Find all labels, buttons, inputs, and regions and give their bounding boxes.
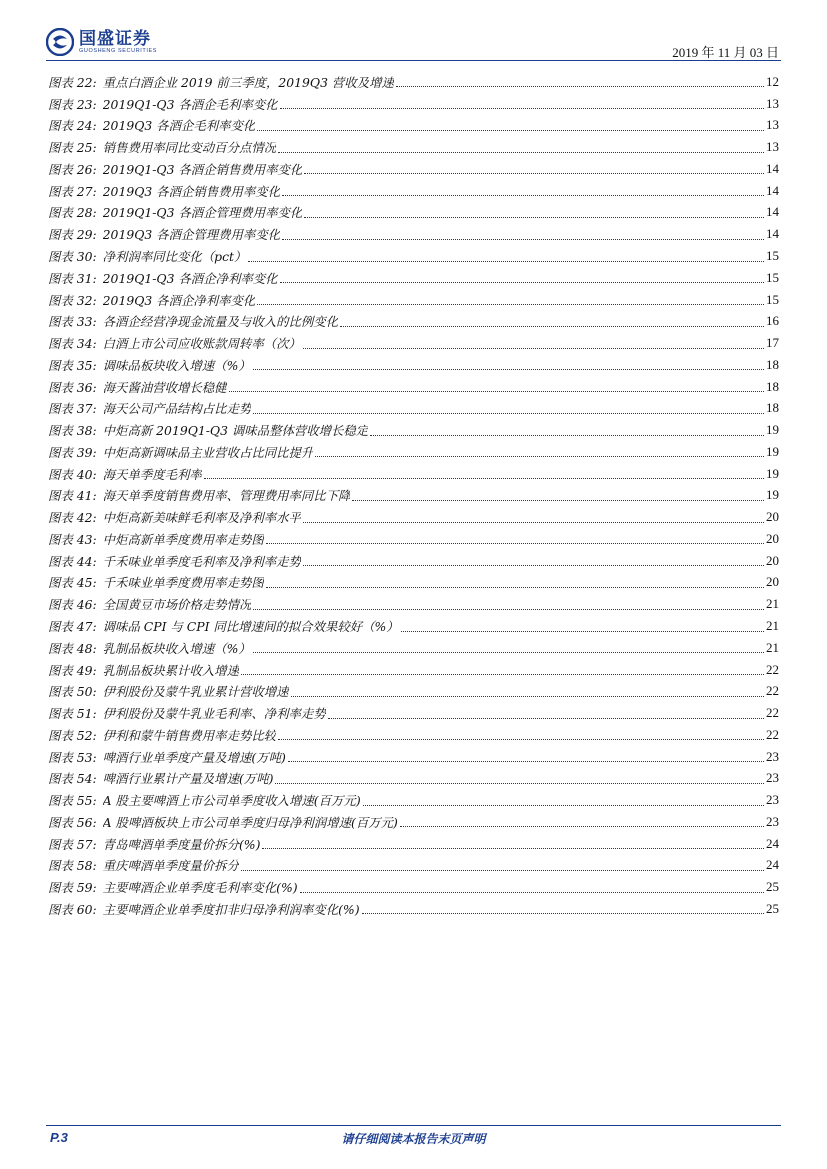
toc-entry-page: 24	[766, 857, 779, 873]
toc-entry[interactable]	[48, 528, 779, 550]
toc-entry-label: 图表 51:	[48, 706, 97, 722]
toc-entry-page: 21	[766, 639, 779, 655]
toc-entry[interactable]	[48, 615, 779, 637]
toc-entry-label: 图表 46:	[48, 597, 97, 613]
toc-leader-dots	[352, 492, 764, 501]
toc-entry-page: 17	[766, 335, 779, 351]
toc-entry[interactable]	[48, 202, 779, 224]
toc-entry-label: 图表 42:	[48, 510, 97, 526]
toc-entry-title: 乳制品板块收入增速（%）	[102, 640, 251, 656]
toc-entry-page: 21	[766, 596, 779, 612]
toc-leader-dots	[304, 165, 764, 174]
toc-entry-title: 主要啤酒企业单季度毛利率变化(%)	[102, 880, 298, 896]
toc-leader-dots	[304, 209, 764, 218]
toc-entry-title: 啤酒行业单季度产量及增速(万吨)	[102, 749, 286, 765]
logo-name-cn: 国盛证券	[79, 28, 151, 49]
toc-entry-title: 重庆啤酒单季度量价拆分	[102, 858, 239, 874]
toc-entry-label: 图表 45:	[48, 575, 97, 591]
toc-entry-page: 14	[766, 182, 779, 198]
figure-list	[48, 71, 779, 920]
toc-entry[interactable]	[48, 332, 779, 354]
toc-entry-title: 2019Q1-Q3 各酒企销售费用率变化	[102, 161, 303, 177]
toc-entry[interactable]	[48, 397, 779, 419]
toc-entry-label: 图表 52:	[48, 727, 97, 743]
toc-leader-dots	[278, 731, 764, 740]
toc-entry-page: 23	[766, 770, 779, 786]
page-header	[0, 0, 827, 70]
toc-leader-dots	[328, 710, 764, 719]
footer-divider	[46, 1125, 781, 1126]
toc-entry[interactable]	[48, 637, 779, 659]
toc-entry[interactable]	[48, 463, 779, 485]
toc-entry-label: 图表 24:	[48, 118, 97, 134]
toc-leader-dots	[262, 840, 764, 849]
toc-entry-label: 图表 37:	[48, 401, 97, 417]
toc-entry-title: 中炬高新调味品主业营收占比同比提升	[102, 444, 314, 460]
toc-entry-page: 19	[766, 443, 779, 459]
toc-entry[interactable]	[48, 310, 779, 332]
toc-leader-dots	[253, 644, 764, 653]
toc-entry-page: 21	[766, 618, 779, 634]
toc-entry-label: 图表 22:	[48, 74, 97, 90]
toc-entry-page: 20	[766, 509, 779, 525]
toc-entry-page: 13	[766, 117, 779, 133]
logo-mark-icon	[46, 28, 74, 56]
page-number: P.3	[50, 1130, 68, 1145]
toc-entry-page: 20	[766, 574, 779, 590]
toc-entry-page: 18	[766, 378, 779, 394]
toc-entry-title: 净利润率同比变化（pct）	[102, 249, 247, 264]
toc-leader-dots	[363, 797, 764, 806]
toc-entry-page: 22	[766, 661, 779, 677]
toc-leader-dots	[282, 187, 764, 196]
toc-entry-page: 23	[766, 748, 779, 764]
toc-entry-title: 白酒上市公司应收账款周转率（次）	[102, 336, 301, 352]
toc-entry-label: 图表 33:	[48, 314, 97, 330]
toc-entry-label: 图表 39:	[48, 444, 97, 460]
toc-entry-title: 伊利股份及蒙牛乳业毛利率、净利率走势	[102, 706, 326, 722]
toc-entry-page: 19	[766, 422, 779, 438]
toc-entry-label: 图表 60:	[48, 901, 97, 917]
toc-entry[interactable]	[48, 855, 779, 877]
toc-leader-dots	[291, 688, 764, 697]
toc-entry[interactable]	[48, 441, 779, 463]
toc-entry-label: 图表 23:	[48, 96, 97, 112]
toc-entry-label: 图表 27:	[48, 183, 97, 199]
toc-entry-label: 图表 53:	[48, 749, 97, 765]
toc-entry-title: 重点白酒企业 2019 前三季度，2019Q3 营收及增速	[102, 74, 394, 90]
toc-leader-dots	[340, 318, 764, 327]
toc-entry-page: 24	[766, 835, 779, 851]
toc-entry-title: 中炬高新美味鲜毛利率及净利率水平	[102, 510, 301, 526]
toc-entry[interactable]	[48, 572, 779, 594]
toc-leader-dots	[275, 775, 764, 784]
toc-leader-dots	[204, 470, 764, 479]
toc-entry-title: 调味品 CPI 与 CPI 同比增速间的拟合效果较好（%）	[102, 619, 399, 635]
toc-entry-label: 图表 43:	[48, 531, 97, 547]
toc-entry-page: 14	[766, 226, 779, 242]
toc-leader-dots	[401, 623, 764, 632]
toc-entry-page: 19	[766, 465, 779, 481]
toc-entry-title: A 股主要啤酒上市公司单季度收入增速(百万元)	[102, 793, 361, 809]
toc-entry-page: 22	[766, 726, 779, 742]
toc-entry-title: 千禾味业单季度毛利率及净利率走势	[102, 553, 301, 569]
toc-leader-dots	[303, 340, 764, 349]
toc-entry-page: 22	[766, 683, 779, 699]
toc-entry[interactable]	[48, 71, 779, 93]
toc-entry[interactable]	[48, 506, 779, 528]
toc-leader-dots	[248, 253, 764, 262]
toc-entry[interactable]	[48, 789, 779, 811]
toc-entry[interactable]	[48, 485, 779, 507]
toc-entry-title: 伊利股份及蒙牛乳业累计营收增速	[102, 684, 289, 700]
toc-entry-page: 25	[766, 879, 779, 895]
toc-entry-page: 15	[766, 291, 779, 307]
toc-entry[interactable]	[48, 223, 779, 245]
toc-entry-label: 图表 41:	[48, 488, 97, 504]
toc-entry[interactable]	[48, 376, 779, 398]
logo-name-en: GUOSHENG SECURITIES	[79, 47, 158, 54]
toc-leader-dots	[253, 361, 764, 370]
toc-entry[interactable]	[48, 93, 779, 115]
toc-leader-dots	[280, 100, 764, 109]
toc-leader-dots	[253, 405, 764, 414]
toc-entry-title: 中炬高新单季度费用率走势图	[102, 531, 264, 547]
toc-entry-label: 图表 58:	[48, 858, 97, 874]
toc-entry-title: 主要啤酒企业单季度扣非归母净利润率变化(%)	[102, 901, 360, 917]
toc-entry-title: 2019Q1-Q3 各酒企毛利率变化	[102, 96, 278, 112]
toc-leader-dots	[278, 144, 764, 153]
toc-entry[interactable]	[48, 593, 779, 615]
toc-entry[interactable]	[48, 680, 779, 702]
toc-entry[interactable]	[48, 811, 779, 833]
toc-entry-page: 13	[766, 95, 779, 111]
toc-leader-dots	[288, 753, 764, 762]
toc-entry-title: 2019Q1-Q3 各酒企管理费用率变化	[102, 205, 303, 221]
toc-leader-dots	[266, 535, 764, 544]
toc-entry-page: 20	[766, 530, 779, 546]
toc-entry-label: 图表 57:	[48, 836, 97, 852]
company-logo	[46, 28, 157, 56]
toc-entry[interactable]	[48, 768, 779, 790]
toc-entry[interactable]	[48, 180, 779, 202]
toc-entry[interactable]	[48, 245, 779, 267]
toc-entry-label: 图表 56:	[48, 814, 97, 830]
toc-entry[interactable]	[48, 876, 779, 898]
toc-entry-label: 图表 31:	[48, 270, 97, 286]
toc-entry-title: 青岛啤酒单季度量价拆分(%)	[102, 836, 261, 852]
toc-leader-dots	[362, 905, 764, 914]
toc-leader-dots	[303, 514, 764, 523]
toc-entry[interactable]	[48, 158, 779, 180]
toc-entry-page: 15	[766, 269, 779, 285]
toc-entry-title: 各酒企经营净现金流量及与收入的比例变化	[102, 314, 339, 330]
toc-entry-page: 20	[766, 552, 779, 568]
toc-entry-label: 图表 55:	[48, 793, 97, 809]
toc-entry-title: 全国黄豆市场价格走势情况	[102, 597, 252, 613]
toc-entry-label: 图表 38:	[48, 423, 97, 439]
toc-entry-page: 25	[766, 900, 779, 916]
toc-entry-page: 14	[766, 204, 779, 220]
toc-entry-label: 图表 47:	[48, 619, 97, 635]
toc-entry-label: 图表 40:	[48, 466, 97, 482]
toc-leader-dots	[370, 427, 764, 436]
toc-entry[interactable]	[48, 115, 779, 137]
toc-entry-page: 16	[766, 313, 779, 329]
toc-entry-title: 2019Q3 各酒企销售费用率变化	[102, 183, 281, 199]
toc-entry-label: 图表 36:	[48, 379, 97, 395]
toc-entry[interactable]	[48, 136, 779, 158]
toc-entry-title: 2019Q1-Q3 各酒企净利率变化	[102, 270, 278, 286]
toc-entry-label: 图表 49:	[48, 662, 97, 678]
toc-entry-page: 18	[766, 400, 779, 416]
toc-entry-title: 2019Q3 各酒企管理费用率变化	[102, 227, 281, 243]
toc-entry-label: 图表 32:	[48, 292, 97, 308]
toc-entry-title: 乳制品板块累计收入增速	[102, 662, 239, 678]
toc-entry[interactable]	[48, 702, 779, 724]
toc-entry-page: 22	[766, 705, 779, 721]
toc-entry[interactable]	[48, 659, 779, 681]
toc-entry-label: 图表 26:	[48, 161, 97, 177]
toc-entry-label: 图表 34:	[48, 336, 97, 352]
toc-entry-title: 海天公司产品结构占比走势	[102, 401, 252, 417]
toc-leader-dots	[253, 601, 764, 610]
toc-entry-title: 伊利和蒙牛销售费用率走势比较	[102, 727, 277, 743]
toc-entry-label: 图表 50:	[48, 684, 97, 700]
toc-entry-title: A 股啤酒板块上市公司单季度归母净利润增速(百万元)	[102, 814, 398, 830]
toc-entry-label: 图表 48:	[48, 640, 97, 656]
toc-leader-dots	[257, 122, 764, 131]
toc-entry[interactable]	[48, 419, 779, 441]
toc-entry-page: 18	[766, 356, 779, 372]
toc-entry[interactable]	[48, 267, 779, 289]
toc-leader-dots	[241, 862, 764, 871]
toc-entry-label: 图表 35:	[48, 357, 97, 373]
disclaimer-note: 请仔细阅读本报告末页声明	[341, 1132, 486, 1146]
toc-entry-title: 中炬高新 2019Q1-Q3 调味品整体营收增长稳定	[102, 423, 369, 439]
toc-entry-title: 千禾味业单季度费用率走势图	[102, 575, 264, 591]
toc-leader-dots	[315, 448, 764, 457]
toc-entry-title: 2019Q3 各酒企净利率变化	[102, 292, 256, 308]
toc-entry-label: 图表 59:	[48, 880, 97, 896]
toc-entry-title: 调味品板块收入增速（%）	[102, 357, 251, 373]
toc-entry-title: 海天酱油营收增长稳健	[102, 379, 227, 395]
toc-leader-dots	[280, 274, 764, 283]
toc-entry[interactable]	[48, 289, 779, 311]
toc-leader-dots	[266, 579, 764, 588]
toc-leader-dots	[303, 557, 764, 566]
toc-entry-page: 23	[766, 813, 779, 829]
toc-entry-title: 2019Q3 各酒企毛利率变化	[102, 118, 256, 134]
toc-leader-dots	[257, 296, 764, 305]
toc-entry-label: 图表 54:	[48, 771, 97, 787]
toc-leader-dots	[396, 78, 764, 87]
toc-entry-page: 13	[766, 139, 779, 155]
toc-entry[interactable]	[48, 550, 779, 572]
toc-leader-dots	[241, 666, 764, 675]
toc-leader-dots	[300, 884, 764, 893]
toc-entry[interactable]	[48, 724, 779, 746]
toc-entry-label: 图表 25:	[48, 140, 97, 156]
toc-entry-page: 15	[766, 248, 779, 263]
toc-entry-label: 图表 29:	[48, 227, 97, 243]
toc-entry-page: 23	[766, 792, 779, 808]
toc-entry-page: 14	[766, 160, 779, 176]
header-divider	[46, 60, 781, 61]
report-date: 2019 年 11 月 03 日	[672, 45, 779, 60]
toc-entry-title: 啤酒行业累计产量及增速(万吨)	[102, 771, 274, 787]
toc-entry-title: 海天单季度毛利率	[102, 466, 202, 482]
toc-entry-title: 销售费用率同比变动百分点情况	[102, 140, 277, 156]
toc-leader-dots	[229, 383, 764, 392]
toc-entry-label: 图表 30:	[48, 249, 97, 264]
toc-leader-dots	[282, 231, 764, 240]
toc-entry[interactable]	[48, 746, 779, 768]
toc-entry-page: 19	[766, 487, 779, 503]
toc-entry-label: 图表 44:	[48, 553, 97, 569]
toc-leader-dots	[400, 818, 764, 827]
toc-entry-label: 图表 28:	[48, 205, 97, 221]
toc-entry[interactable]	[48, 354, 779, 376]
toc-entry[interactable]	[48, 833, 779, 855]
toc-entry[interactable]	[48, 898, 779, 920]
toc-entry-title: 海天单季度销售费用率、管理费用率同比下降	[102, 488, 351, 504]
toc-entry-page: 12	[766, 73, 779, 89]
